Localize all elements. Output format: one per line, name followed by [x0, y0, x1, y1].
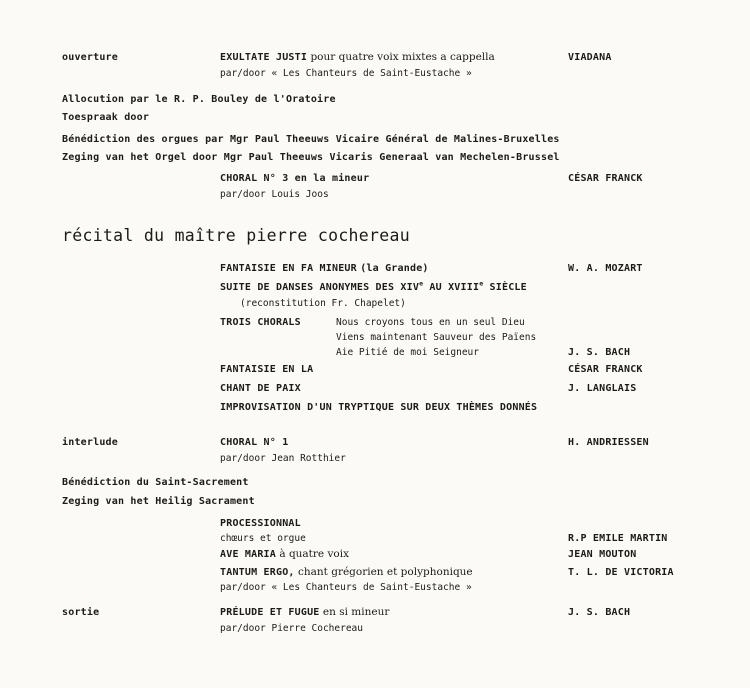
- recital-heading: récital du maître pierre cochereau: [62, 226, 410, 245]
- choral3-title: CHORAL N° 3 en la mineur: [220, 173, 370, 184]
- trois-chorals-composer: J. S. BACH: [568, 347, 631, 358]
- allocution-line: Allocution par le R. P. Bouley de l'Oratoire: [62, 94, 336, 105]
- fantaisie-la-composer: CÉSAR FRANCK: [568, 364, 643, 375]
- prelude-desc: en si mineur: [322, 606, 390, 618]
- improvisation-title: IMPROVISATION D'UN TRYPTIQUE SUR DEUX THÈMES DONNÉS: [220, 402, 538, 413]
- toespraak-line: Toespraak door: [62, 112, 150, 123]
- choral-item: Viens maintenant Sauveur des Païens: [336, 332, 537, 343]
- fantaisie-fa-composer: W. A. MOZART: [568, 263, 643, 274]
- choral1-performer: par/door Jean Rotthier: [220, 453, 346, 464]
- suite-title: [220, 281, 527, 294]
- suite-title-part-b: AU XVIII: [423, 282, 480, 293]
- fantaisie-fa-line: [220, 262, 429, 275]
- ave-desc: à quatre voix: [279, 548, 350, 560]
- suite-title-part-a: SUITE DE DANSES ANONYMES DES XIV: [220, 282, 420, 293]
- suite-sup-2: e: [479, 279, 484, 288]
- choral3-composer: CÉSAR FRANCK: [568, 173, 643, 184]
- processionnal-desc: chœurs et orgue: [220, 533, 306, 544]
- ave-title: AVE MARIA: [220, 549, 276, 560]
- exultate-performer: par/door « Les Chanteurs de Saint-Eustache »: [220, 68, 472, 79]
- tantum-title: TANTUM ERGO,: [220, 567, 295, 578]
- suite-sup-1: e: [419, 279, 424, 288]
- prelude-performer: par/door Pierre Cochereau: [220, 623, 363, 634]
- exultate-composer: VIADANA: [568, 52, 612, 63]
- ave-composer: JEAN MOUTON: [568, 549, 637, 560]
- prelude-line: [220, 606, 389, 619]
- section-label-sortie: sortie: [62, 607, 100, 618]
- exultate-title: EXULTATE JUSTI: [220, 52, 308, 63]
- suite-title-part-c: SIÈCLE: [483, 282, 527, 293]
- exultate-line: [220, 51, 495, 64]
- benediction-sacrement-line: Bénédiction du Saint-Sacrement: [62, 477, 249, 488]
- prelude-composer: J. S. BACH: [568, 607, 631, 618]
- exultate-desc: pour quatre voix mixtes a cappella: [310, 51, 495, 63]
- fantaisie-fa-title: FANTAISIE EN FA MINEUR: [220, 263, 357, 274]
- section-label-interlude: interlude: [62, 437, 118, 448]
- benediction-orgues-line: Bénédiction des orgues par Mgr Paul Theeuws Vicaire Général de Malines-Bruxelles: [62, 134, 560, 145]
- processionnal-composer: R.P EMILE MARTIN: [568, 533, 668, 544]
- choral3-performer: par/door Louis Joos: [220, 189, 329, 200]
- section-label-ouverture: ouverture: [62, 52, 118, 63]
- ave-line: [220, 548, 349, 561]
- trois-chorals-title: TROIS CHORALS: [220, 317, 301, 328]
- choral-item: Nous croyons tous en un seul Dieu: [336, 317, 525, 328]
- chant-paix-composer: J. LANGLAIS: [568, 383, 637, 394]
- suite-reconstitution: (reconstitution Fr. Chapelet): [240, 298, 406, 309]
- fantaisie-fa-desc: (la Grande): [360, 263, 429, 274]
- zeging-orgel-line: Zeging van het Orgel door Mgr Paul Theeuws Vicaris Generaal van Mechelen-Brussel: [62, 152, 560, 163]
- tantum-line: [220, 566, 473, 579]
- prelude-title: PRÉLUDE ET FUGUE: [220, 607, 320, 618]
- tantum-desc: chant grégorien et polyphonique: [298, 566, 473, 578]
- tantum-composer: T. L. DE VICTORIA: [568, 567, 674, 578]
- tantum-performer: par/door « Les Chanteurs de Saint-Eustache »: [220, 582, 472, 593]
- processionnal-title: PROCESSIONNAL: [220, 518, 301, 529]
- choral1-title: CHORAL N° 1: [220, 437, 289, 448]
- chant-paix-title: CHANT DE PAIX: [220, 383, 301, 394]
- choral-item: Aie Pitié de moi Seigneur: [336, 347, 479, 358]
- zeging-sacrament-line: Zeging van het Heilig Sacrament: [62, 496, 255, 507]
- fantaisie-la-title: FANTAISIE EN LA: [220, 364, 314, 375]
- choral1-composer: H. ANDRIESSEN: [568, 437, 649, 448]
